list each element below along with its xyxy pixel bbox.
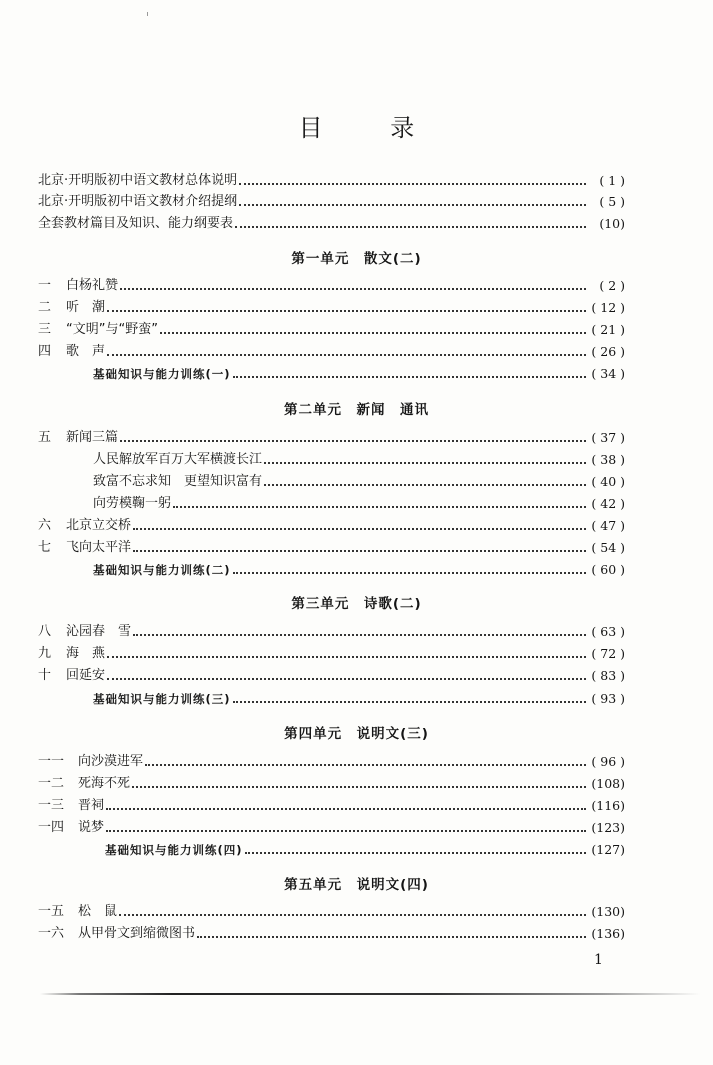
scan-speck bbox=[147, 12, 148, 16]
entry-title: “文明”与“野蛮” bbox=[66, 322, 158, 337]
entry-number: 六 bbox=[38, 518, 52, 533]
entry-title: 飞向太平洋 bbox=[66, 540, 132, 555]
dot-leader bbox=[239, 183, 586, 185]
entry-page: ( 63 ) bbox=[591, 624, 625, 639]
entry-page: ( 5 ) bbox=[599, 194, 625, 209]
entry-page: ( 2 ) bbox=[599, 278, 625, 293]
unit-heading: 第三单元 诗歌(二) bbox=[291, 596, 422, 612]
dot-leader bbox=[197, 936, 586, 938]
bottom-rule bbox=[40, 993, 700, 995]
toc-entry bbox=[38, 837, 625, 858]
entry-title: 说梦 bbox=[78, 820, 105, 835]
dot-leader bbox=[133, 550, 586, 552]
toc-entry bbox=[38, 899, 625, 920]
dot-leader bbox=[233, 376, 586, 378]
dot-leader bbox=[233, 701, 586, 703]
entry-number: 十 bbox=[38, 668, 52, 683]
dot-leader bbox=[239, 204, 586, 206]
entry-title: 晋祠 bbox=[78, 798, 105, 813]
entry-title: 从甲骨文到缩微图书 bbox=[78, 926, 196, 941]
dot-leader bbox=[245, 852, 586, 854]
toc-entry bbox=[38, 425, 625, 446]
entry-number: 一三 bbox=[38, 798, 65, 813]
entry-title: 向沙漠进军 bbox=[78, 754, 144, 769]
entry-number: 九 bbox=[38, 646, 52, 661]
toc-entry bbox=[38, 295, 625, 316]
entry-page: ( 60 ) bbox=[591, 562, 625, 577]
dot-leader bbox=[173, 506, 586, 508]
entry-number: 二 bbox=[38, 300, 52, 315]
entry-title: 北京·开明版初中语文教材总体说明 bbox=[38, 173, 238, 188]
toc-entry bbox=[38, 686, 625, 707]
toc-entry bbox=[38, 339, 625, 360]
toc-entry bbox=[38, 815, 625, 836]
entry-number: 一二 bbox=[38, 776, 65, 791]
unit-heading: 第五单元 说明文(四) bbox=[284, 877, 429, 893]
entry-page: (136) bbox=[591, 926, 625, 941]
entry-page: (130) bbox=[591, 904, 625, 919]
entry-page: ( 37 ) bbox=[591, 430, 625, 445]
toc-entry bbox=[38, 535, 625, 556]
entry-page: ( 12 ) bbox=[591, 300, 625, 315]
entry-page: (127) bbox=[591, 842, 625, 857]
dot-leader bbox=[145, 764, 586, 766]
exercise-title: 基础知识与能力训练(二) bbox=[93, 563, 231, 577]
entry-page: ( 42 ) bbox=[591, 496, 625, 511]
dot-leader bbox=[107, 678, 586, 680]
dot-leader bbox=[235, 226, 586, 228]
entry-number: 八 bbox=[38, 624, 52, 639]
entry-page: ( 72 ) bbox=[591, 646, 625, 661]
entry-number: 一一 bbox=[38, 754, 65, 769]
page-number: 1 bbox=[594, 952, 603, 968]
toc-entry bbox=[38, 619, 625, 640]
toc-entry bbox=[38, 793, 625, 814]
entry-page: (123) bbox=[591, 820, 625, 835]
toc-entry bbox=[38, 168, 625, 189]
dot-leader bbox=[132, 786, 586, 788]
dot-leader bbox=[107, 656, 586, 658]
entry-number: 七 bbox=[38, 540, 52, 555]
entry-number: 三 bbox=[38, 322, 52, 337]
entry-page: ( 93 ) bbox=[591, 691, 625, 706]
toc-entry bbox=[38, 513, 625, 534]
toc-entry bbox=[38, 557, 625, 578]
toc-entry bbox=[38, 273, 625, 294]
toc-entry bbox=[38, 771, 625, 792]
entry-page: ( 96 ) bbox=[591, 754, 625, 769]
toc-entry bbox=[38, 469, 625, 490]
dot-leader bbox=[106, 808, 586, 810]
page-title: 目 录 bbox=[298, 114, 445, 142]
entry-page: ( 21 ) bbox=[591, 322, 625, 337]
entry-title: 回延安 bbox=[66, 668, 106, 683]
toc-entry bbox=[38, 641, 625, 662]
entry-title: 北京·开明版初中语文教材介绍提纲 bbox=[38, 194, 238, 209]
entry-page: ( 54 ) bbox=[591, 540, 625, 555]
toc-entry bbox=[38, 447, 625, 468]
entry-page: (10) bbox=[599, 216, 625, 231]
dot-leader bbox=[107, 354, 586, 356]
exercise-title: 基础知识与能力训练(三) bbox=[93, 692, 231, 706]
entry-number: 一 bbox=[38, 278, 52, 293]
dot-leader bbox=[107, 310, 586, 312]
entry-title: 歌 声 bbox=[66, 344, 106, 359]
entry-title: 沁园春 雪 bbox=[66, 624, 132, 639]
entry-number: 五 bbox=[38, 430, 52, 445]
entry-page: ( 26 ) bbox=[591, 344, 625, 359]
dot-leader bbox=[233, 572, 586, 574]
entry-page: ( 83 ) bbox=[591, 668, 625, 683]
dot-leader bbox=[133, 634, 586, 636]
entry-page: ( 1 ) bbox=[599, 173, 625, 188]
entry-title: 全套教材篇目及知识、能力纲要表 bbox=[38, 216, 234, 231]
entry-number: 一五 bbox=[38, 904, 65, 919]
entry-title: 松 鼠 bbox=[78, 904, 118, 919]
dot-leader bbox=[264, 462, 586, 464]
entry-title: 白杨礼赞 bbox=[66, 278, 119, 293]
entry-number: 一四 bbox=[38, 820, 65, 835]
dot-leader bbox=[120, 288, 586, 290]
exercise-title: 基础知识与能力训练(一) bbox=[93, 367, 231, 381]
dot-leader bbox=[133, 528, 586, 530]
entry-title: 向劳模鞠一躬 bbox=[93, 496, 172, 511]
dot-leader bbox=[106, 830, 586, 832]
toc-entry bbox=[38, 921, 625, 942]
entry-title: 北京立交桥 bbox=[66, 518, 132, 533]
toc-entry bbox=[38, 361, 625, 382]
toc-entry bbox=[38, 317, 625, 338]
toc-entry bbox=[38, 663, 625, 684]
toc-entry bbox=[38, 491, 625, 512]
entry-title: 死海不死 bbox=[78, 776, 131, 791]
entry-number: 四 bbox=[38, 344, 52, 359]
entry-title: 新闻三篇 bbox=[66, 430, 119, 445]
entry-title: 听 潮 bbox=[66, 300, 106, 315]
unit-heading: 第四单元 说明文(三) bbox=[284, 726, 429, 742]
entry-page: ( 34 ) bbox=[591, 366, 625, 381]
toc-entry bbox=[38, 211, 625, 232]
unit-heading: 第一单元 散文(二) bbox=[291, 251, 422, 267]
entry-page: ( 47 ) bbox=[591, 518, 625, 533]
entry-page: ( 40 ) bbox=[591, 474, 625, 489]
entry-title: 海 燕 bbox=[66, 646, 106, 661]
exercise-title: 基础知识与能力训练(四) bbox=[105, 843, 243, 857]
entry-page: (108) bbox=[591, 776, 625, 791]
toc-entry bbox=[38, 189, 625, 210]
entry-title: 人民解放军百万大军横渡长江 bbox=[93, 452, 263, 467]
unit-heading: 第二单元 新闻 通讯 bbox=[284, 402, 429, 418]
dot-leader bbox=[119, 914, 586, 916]
entry-page: (116) bbox=[591, 798, 625, 813]
toc-entry bbox=[38, 749, 625, 770]
dot-leader bbox=[264, 484, 586, 486]
entry-page: ( 38 ) bbox=[591, 452, 625, 467]
entry-title: 致富不忘求知 更望知识富有 bbox=[93, 474, 263, 489]
entry-number: 一六 bbox=[38, 926, 65, 941]
dot-leader bbox=[120, 440, 586, 442]
dot-leader bbox=[160, 332, 586, 334]
